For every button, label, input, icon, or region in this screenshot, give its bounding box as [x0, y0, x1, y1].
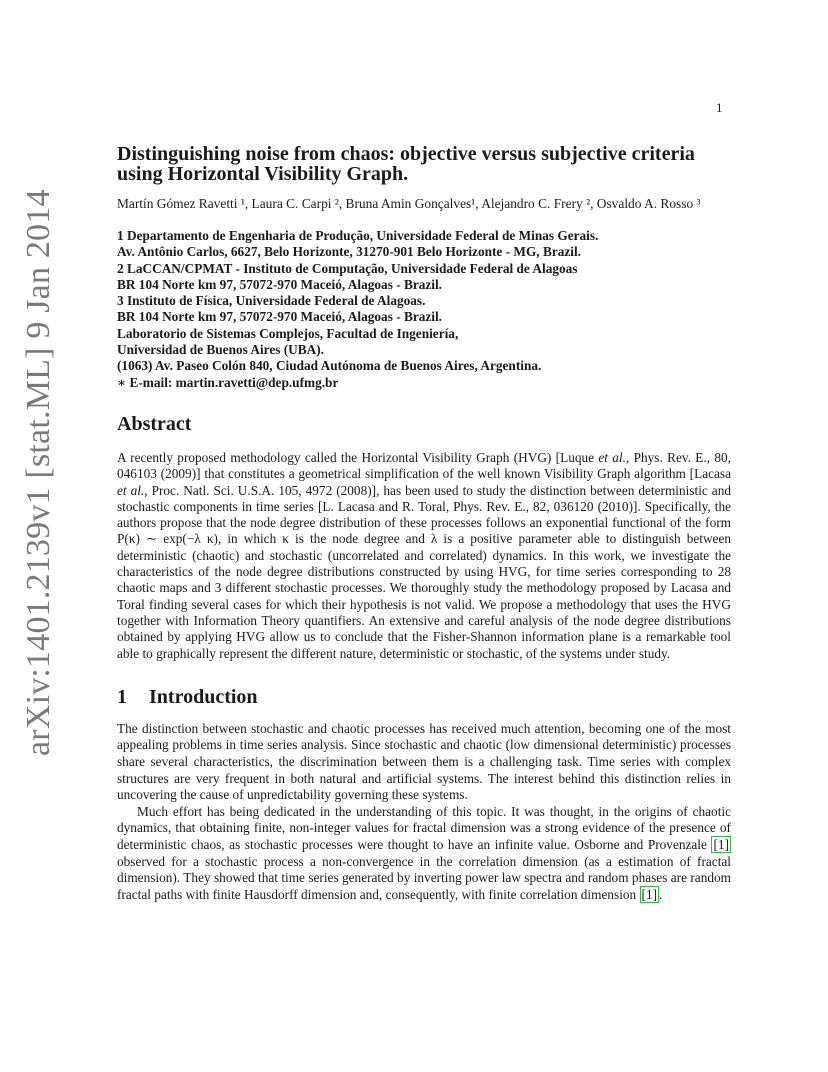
- intro-segment: observed for a stochastic process a non-convergence in the correlation dimension (as a estimation of fractal dimension). They showed that time series generated by inverting power law spectra and random phases are random fractal paths with finite Hausdorff dimension and, consequently, with finite correlation dimension: [117, 853, 731, 902]
- abstract-segment: , Phys. Rev. E., 80, 046103 (2009)] that constitutes a geometrical simplification of the well known Visibility Graph algorithm [Lacasa: [117, 449, 731, 482]
- affiliation-line: Laboratorio de Sistemas Complejos, Facultad de Ingeniería,: [117, 325, 459, 341]
- intro-paragraph-2: [117, 804, 731, 904]
- introduction-text: [117, 721, 731, 904]
- abstract-etal: et al.: [117, 482, 145, 498]
- affiliation-line: Av. Antônio Carlos, 6627, Belo Horizonte, 31270-901 Belo Horizonte - MG, Brazil.: [117, 244, 581, 260]
- affiliation-line: 3 Instituto de Física, Universidade Federal de Alagoas.: [117, 293, 426, 309]
- abstract-text: [117, 450, 731, 662]
- intro-segment: Much effort has being dedicated in the understanding of this topic. It was thought, in the origins of chaotic dynamics, that obtaining finite, non-integer values for fractal dimension was a strong evidence of the presence of deterministic chaos, as stochastic processes were thought to have an infinite value. Osborne and Provenzale: [117, 803, 731, 852]
- section-title: Introduction: [149, 685, 258, 708]
- affiliation-line: Universidad de Buenos Aires (UBA).: [117, 342, 324, 358]
- abstract-segment: A recently proposed methodology called the Horizontal Visibility Graph (HVG) [Luque: [117, 449, 599, 465]
- contact-email: ∗ E-mail: martin.ravetti@dep.ufmg.br: [117, 374, 339, 390]
- page-number: 1: [716, 100, 723, 115]
- citation-link[interactable]: [1]: [713, 836, 729, 852]
- affiliation-line: 2 LaCCAN/CPMAT - Instituto de Computação, Universidade Federal de Alagoas: [117, 260, 578, 276]
- affiliation-line: (1063) Av. Paseo Colón 840, Ciudad Autónoma de Buenos Aires, Argentina.: [117, 358, 542, 374]
- intro-segment: .: [659, 886, 663, 902]
- abstract-etal: et al.: [598, 449, 626, 465]
- introduction-heading: [117, 686, 731, 709]
- arxiv-stamp: arXiv:1401.2139v1 [stat.ML] 9 Jan 2014: [20, 189, 57, 756]
- citation-link[interactable]: [1]: [641, 886, 658, 902]
- intro-paragraph-1: The distinction between stochastic and chaotic processes has received much attention, becoming one of the most appealing problems in time series analysis. Since stochastic and chaotic (low dimensional deterministic) processes share several characteristics, the discrimination between them is a challenging task. Time series with complex structures are very frequent in both natural and artificial systems. The interest behind this distinction relies in uncovering the cause of unpredictability governing these systems.: [117, 720, 731, 803]
- affiliation-line: 1 Departamento de Engenharia de Produção, Universidade Federal de Minas Gerais.: [117, 228, 599, 243]
- abstract-heading: Abstract: [117, 412, 192, 435]
- section-number: 1: [117, 685, 127, 708]
- abstract-segment: , Proc. Natl. Sci. U.S.A. 105, 4972 (2008)], has been used to study the distinction between deterministic and stochastic components in time series [L. Lacasa and R. Toral, Phys. Rev. E., 82, 036120 (2010)]. Specifically, the authors propose that the node degree distribution of these processes follows an exponential functional of the form P(κ) ∼ exp(−λ κ), in which κ is the node degree and λ is a positive parameter able to distinguish between deterministic (chaotic) and stochastic (uncorrelated and correlated) dynamics. In this work, we investigate the characteristics of the node degree distributions constructed by using HVG, for time series corresponding to 28 chaotic maps and 3 different stochastic processes. We thoroughly study the methodology proposed by Lacasa and Toral finding several cases for which their hypothesis is not valid. We propose a methodology that uses the HVG together with Information Theory quantifiers. An extensive and careful analysis of the node degree distributions obtained by applying HVG allow us to conclude that the Fisher-Shannon information plane is a remarkable tool able to graphically represent the different nature, deterministic or stochastic, of the systems under study.: [117, 482, 731, 661]
- affiliation-line: BR 104 Norte km 97, 57072-970 Maceió, Alagoas - Brazil.: [117, 309, 442, 325]
- affiliations: [117, 228, 731, 391]
- paper-body: [117, 144, 731, 903]
- paper-title: Distinguishing noise from chaos: objective versus subjective criteria using Horizontal Visibility Graph.: [117, 143, 695, 185]
- author-list: Martín Gómez Ravetti ¹, Laura C. Carpi ², Bruna Amin Gonçalves¹, Alejandro C. Frery ², Osvaldo A. Rosso ³: [117, 196, 701, 211]
- affiliation-line: BR 104 Norte km 97, 57072-970 Maceió, Alagoas - Brazil.: [117, 276, 442, 292]
